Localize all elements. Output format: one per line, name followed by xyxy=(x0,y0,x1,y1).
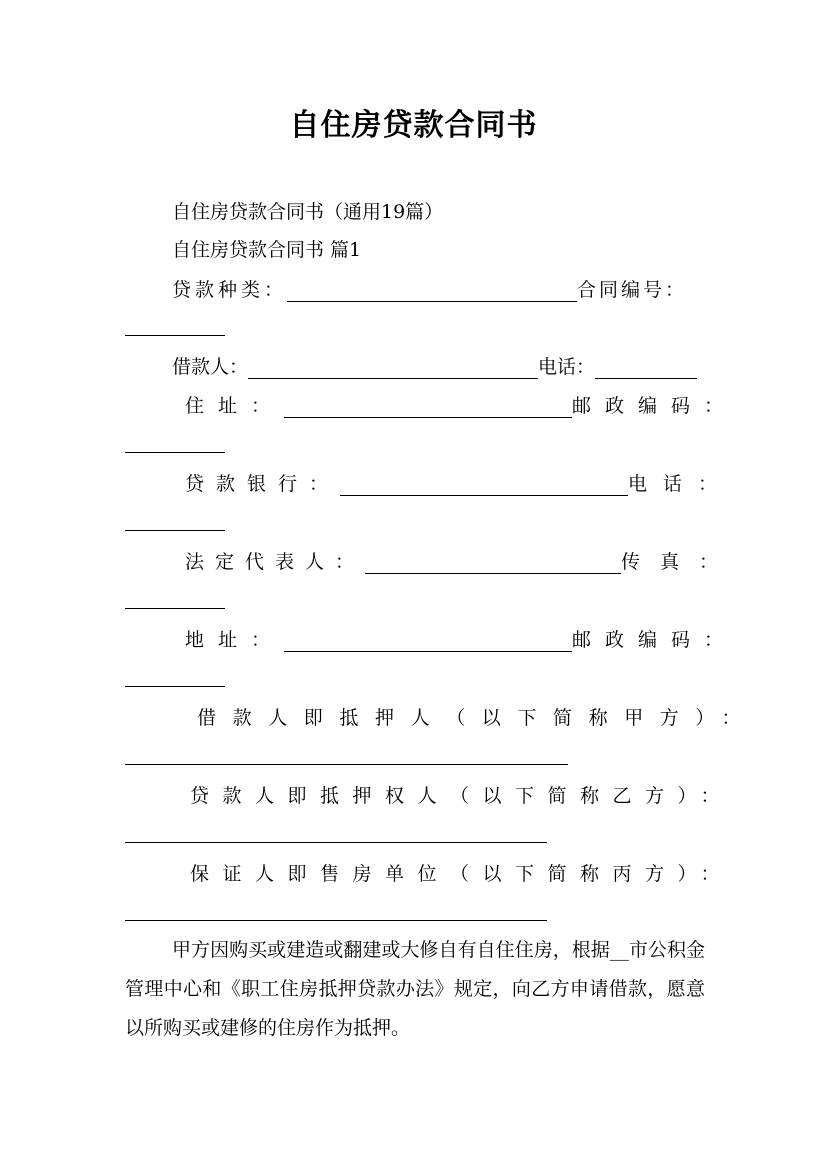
party-c-blank xyxy=(125,920,547,921)
party-c-label: 保证人即售房单位（以下简称丙方）： xyxy=(190,863,734,885)
fax-label: 传真： xyxy=(621,551,739,573)
address-row xyxy=(185,394,738,418)
party-a-label: 借款人即抵押人（以下简称甲方）： xyxy=(197,707,758,729)
borrower-phone-blank xyxy=(595,358,697,379)
document-title: 自住房贷款合同书 xyxy=(289,108,538,143)
bank-label: 贷款银行： xyxy=(185,473,341,495)
bank-row xyxy=(185,472,734,496)
bank-address-label: 地址： xyxy=(185,629,285,651)
party-b-label: 贷款人即抵押权人（以下简称乙方）： xyxy=(190,785,734,807)
loan-type-label: 贷款种类： xyxy=(172,279,288,301)
fax-blank xyxy=(125,608,225,609)
section-heading: 自住房贷款合同书 篇1 xyxy=(172,239,362,261)
postcode-label: 邮政编码： xyxy=(572,395,738,417)
bank-blank xyxy=(340,475,628,496)
borrower-phone-label: 电话： xyxy=(538,356,596,378)
body-paragraph: 甲方因购买或建造或翻建或大修自有自住住房，根据__市公积金管理中心和《职工住房抵押贷款办法》规定，向乙方申请借款，愿意以所购买或建修的住房作为抵押。 xyxy=(125,939,705,1039)
party-a-blank xyxy=(125,764,568,765)
bank-phone-label: 电话： xyxy=(628,473,734,495)
address-blank xyxy=(284,397,572,418)
borrower-label: 借款人： xyxy=(172,356,249,378)
loan-type-row xyxy=(172,278,705,302)
bank-postcode-blank xyxy=(125,686,225,687)
contract-no-label: 合同编号： xyxy=(577,279,688,301)
bank-address-blank xyxy=(284,631,572,652)
bank-postcode-label: 邮政编码： xyxy=(572,629,738,651)
address-label: 住址： xyxy=(185,395,285,417)
legal-rep-blank xyxy=(365,553,621,574)
legal-rep-row xyxy=(185,550,739,574)
bank-phone-blank xyxy=(125,530,225,531)
document-subtitle: 自住房贷款合同书（通用19篇） xyxy=(172,201,444,223)
legal-rep-label: 法定代表人： xyxy=(185,551,366,573)
party-b-blank xyxy=(125,842,547,843)
bank-address-row xyxy=(185,628,738,652)
loan-type-blank xyxy=(287,281,577,302)
borrower-blank xyxy=(248,358,538,379)
borrower-row xyxy=(172,355,705,379)
postcode-blank xyxy=(125,452,225,453)
contract-no-blank xyxy=(125,335,225,336)
